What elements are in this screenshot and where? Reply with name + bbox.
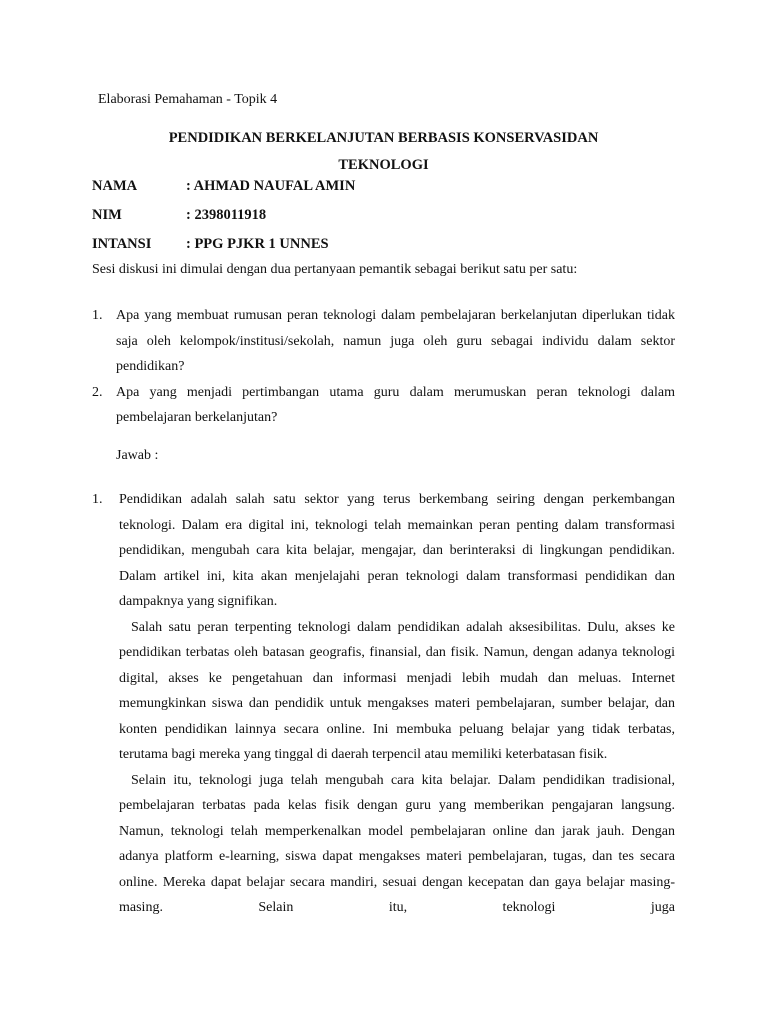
intro-text: Sesi diskusi ini dimulai dengan dua pertanyaan pemantik sebagai berikut satu per satu:: [92, 262, 578, 277]
document-title: [92, 125, 675, 179]
question-number: 1.: [92, 308, 103, 323]
answer-heading: Jawab :: [116, 448, 159, 463]
document-subject: Elaborasi Pemahaman - Topik 4: [98, 92, 278, 107]
meta-label: NAMA: [92, 178, 138, 194]
identity-block: [92, 176, 355, 263]
meta-row-intansi: [92, 234, 355, 263]
answer-paragraph: Selain itu, teknologi juga telah mengubah cara kita belajar. Dalam pendidikan tradisional, pembelajaran terbatas pada kelas fisik dengan guru yang memberikan pengajaran langsung. Namun, teknologi telah memperkenalkan model pembelajaran online dan jarak jauh. Dengan adanya platform e-learning, siswa dapat mengakses materi pembelajaran, tugas, dan tes secara online. Mereka dapat belajar secara mandiri, sesuai dengan kecepatan dan gaya belajar masing-masing. Selain itu, teknologi juga: [119, 772, 675, 915]
answer-item: [92, 487, 675, 921]
meta-label: NIM: [92, 207, 122, 223]
question-text: Apa yang membuat rumusan peran teknologi dalam pembelajaran berkelanjutan diperlukan tidak saja oleh kelompok/institusi/sekolah, namun juga oleh guru sebagai individu dalam sektor pendidikan?: [116, 308, 675, 374]
meta-value: : 2398011918: [186, 207, 267, 223]
question-number: 2.: [92, 384, 103, 400]
title-line-2: TEKNOLOGI: [338, 157, 429, 173]
question-list: [92, 303, 675, 431]
answer-paragraph: Pendidikan adalah salah satu sektor yang terus berkembang seiring dengan perkembangan teknologi. Dalam era digital ini, teknologi telah memainkan peran penting dalam transformasi pendidikan, mengubah cara kita belajar, mengajar, dan berinteraksi di lingkungan pendidikan. Dalam artikel ini, kita akan menjelajahi peran teknologi dalam transformasi pendidikan dan dampaknya yang signifikan.: [119, 492, 675, 609]
meta-label: INTANSI: [92, 236, 152, 252]
question-item: [92, 303, 675, 380]
meta-row-nama: [92, 176, 355, 205]
answer-number: 1.: [92, 492, 103, 507]
meta-value: : AHMAD NAUFAL AMIN: [186, 178, 356, 194]
question-text: Apa yang menjadi pertimbangan utama guru dalam merumuskan peran teknologi dalam pembelajaran berkelanjutan?: [116, 384, 675, 425]
answer-paragraph: Salah satu peran terpenting teknologi dalam pendidikan adalah aksesibilitas. Dulu, akses ke pendidikan terbatas oleh batasan geografis, finansial, dan fisik. Namun, dengan adanya teknologi digital, akses ke pengetahuan dan informasi menjadi lebih mudah dan meluas. Internet memungkinkan siswa dan pendidik untuk mengakses materi pembelajaran, sumber belajar, dan konten pendidikan lainnya secara online. Ini membuka peluang belajar yang tidak terbatas, terutama bagi mereka yang tinggal di daerah terpencil atau memiliki keterbatasan fisik.: [119, 619, 675, 762]
answer-body: [119, 487, 675, 921]
meta-value: : PPG PJKR 1 UNNES: [186, 236, 329, 252]
meta-row-nim: [92, 205, 355, 234]
title-line-1: PENDIDIKAN BERKELANJUTAN BERBASIS KONSERVASIDAN: [168, 130, 599, 146]
question-item: [92, 380, 675, 431]
